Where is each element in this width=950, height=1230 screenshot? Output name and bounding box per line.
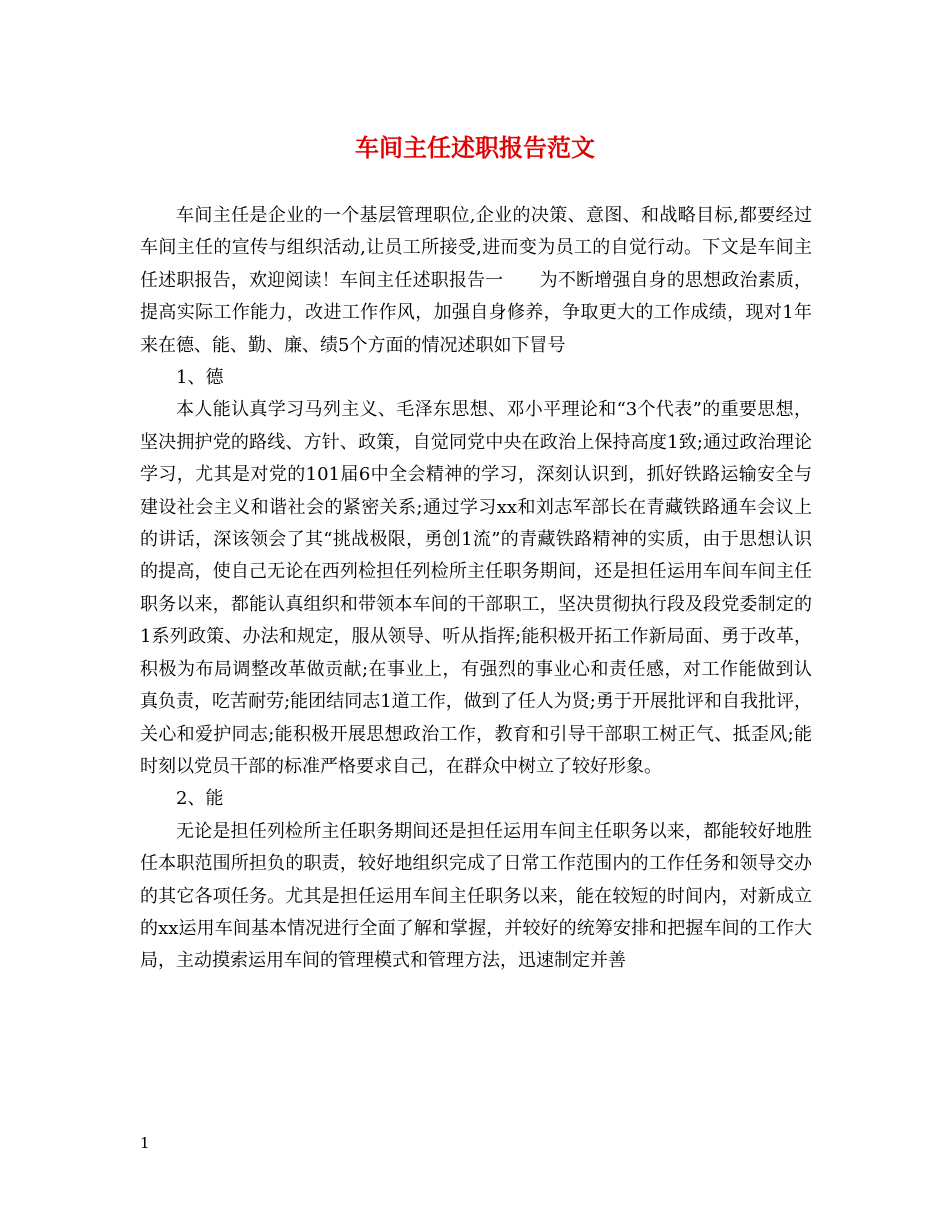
page-number: 1 (140, 1134, 150, 1152)
paragraph-neng: 无论是担任列检所主任职务期间还是担任运用车间主任职务以来，都能较好地胜任本职范围所担负的职责，较好地组织完成了日常工作范围内的工作任务和领导交办的其它各项任务。尤其是担任运用车间主任职务以来，能在较短的时间内，对新成立的xx运用车间基本情况进行全面了解和掌握，并较好的统筹安排和把握车间的工作大局，主动摸索运用车间的管理模式和管理方法，迅速制定并善 (140, 820, 812, 972)
section-heading-de: 1、德 (176, 367, 224, 389)
document-body (140, 200, 812, 978)
section-heading-neng: 2、能 (176, 788, 224, 810)
paragraph-intro: 车间主任是企业的一个基层管理职位,企业的决策、意图、和战略目标,都要经过车间主任的宣传与组织活动,让员工所接受,进而变为员工的自觉行动。下文是车间主任述职报告，欢迎阅读！车间主任述职报告一 为不断增强自身的思想政治素质，提高实际工作能力，改进工作作风，加强自身修养，争取更大的工作成绩，现对1年来在德、能、勤、廉、绩5个方面的情况述职如下冒号 (140, 205, 812, 356)
paragraph-de: 本人能认真学习马列主义、毛泽东思想、邓小平理论和“3个代表”的重要思想，坚决拥护党的路线、方针、政策，自觉同党中央在政治上保持高度1致;通过政治理论学习，尤其是对党的101届6中全会精神的学习，深刻认识到，抓好铁路运输安全与建设社会主义和谐社会的紧密关系;通过学习xx和刘志军部长在青藏铁路通车会议上的讲话，深该领会了其“挑战极限，勇创1流”的青藏铁路精神的实质，由于思想认识的提高，使自己无论在西列检担任列检所主任职务期间，还是担任运用车间车间主任职务以来，都能认真组织和带领本车间的干部职工，坚决贯彻执行段及段党委制定的1系列政策、办法和规定，服从领导、听从指挥;能积极开拓工作新局面、勇于改革，积极为布局调整改革做贡献;在事业上，有强烈的事业心和责任感，对工作能做到认真负责，吃苦耐劳;能团结同志1道工作，做到了任人为贤;勇于开展批评和自我批评，关心和爱护同志;能积极开展思想政治工作，教育和引导干部职工树正气、抵歪风;能时刻以党员干部的标准严格要求自己，在群众中树立了较好形象。 (140, 399, 812, 777)
page-title: 车间主任述职报告范文 (355, 133, 595, 162)
